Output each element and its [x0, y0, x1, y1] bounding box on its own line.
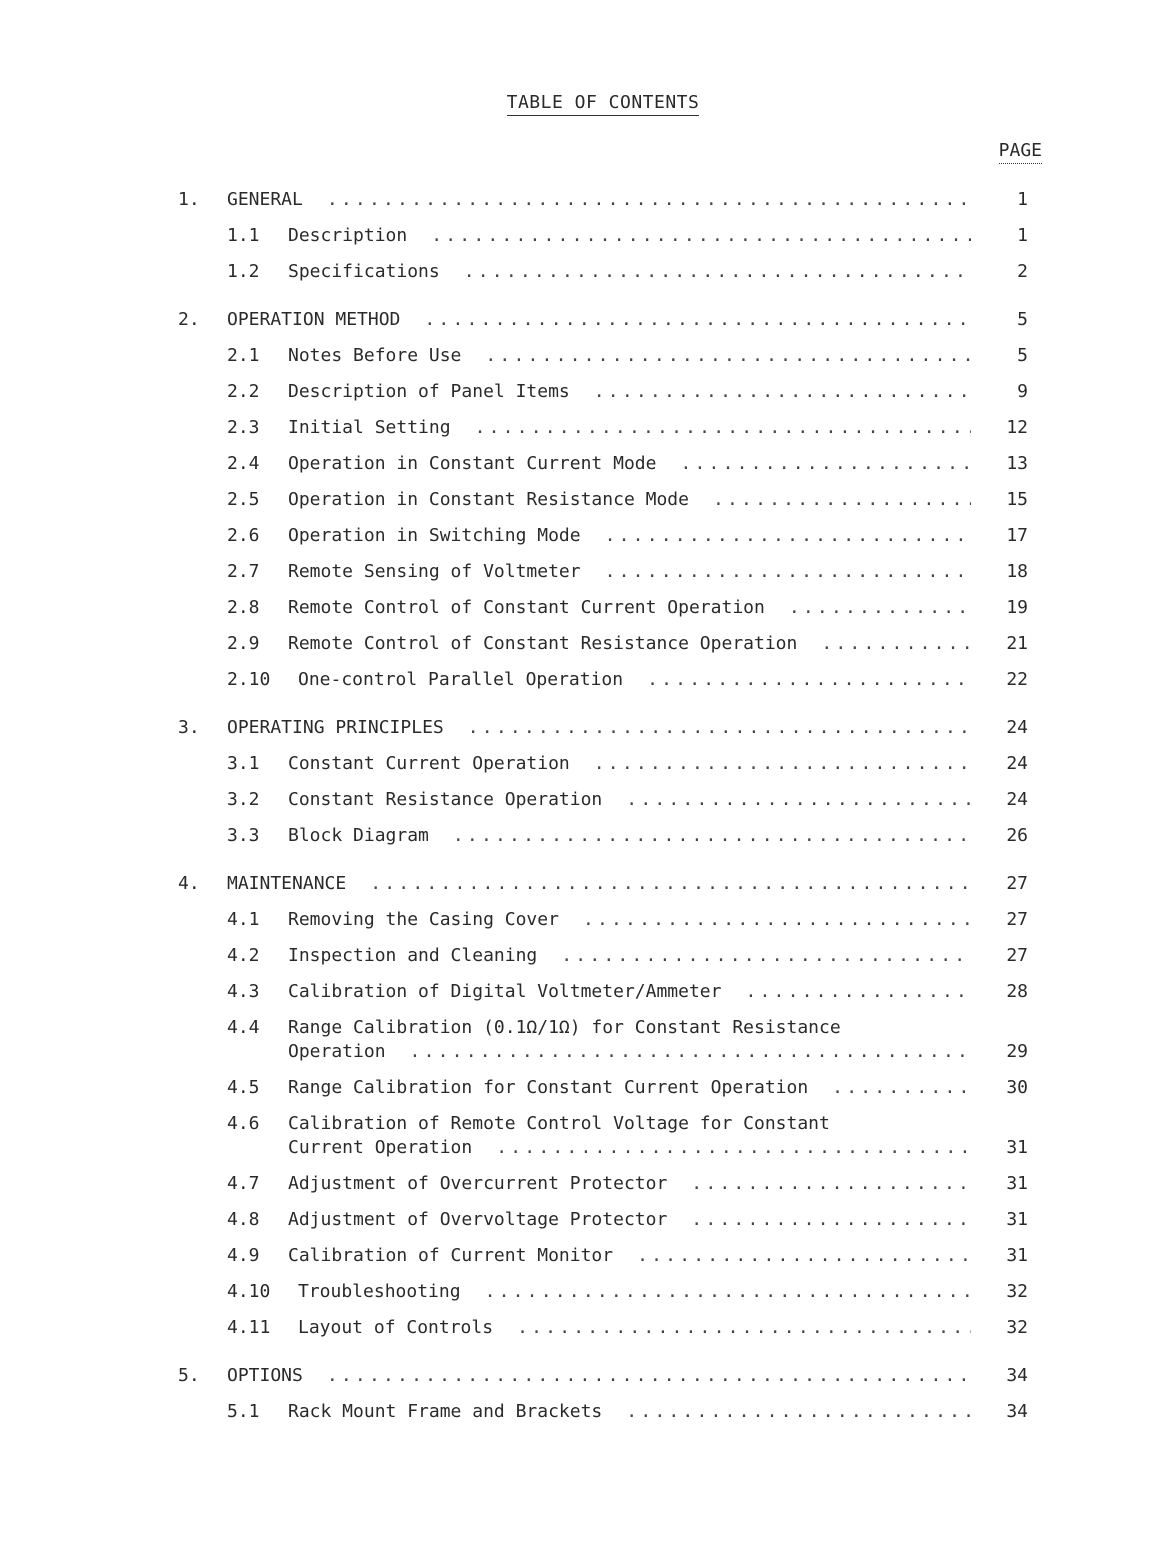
- toc-subsection-entry: [0, 902, 1176, 938]
- toc-section: [0, 710, 1176, 854]
- toc-subsection-number: 2.3: [227, 417, 260, 438]
- dot-leader: [431, 218, 971, 254]
- toc-subsection-title: Inspection and Cleaning: [288, 945, 538, 966]
- toc-subsection-title: Remote Control of Constant Current Operation: [288, 597, 765, 618]
- toc-subsection-entry: [0, 938, 1176, 974]
- toc-subsection-entry: [0, 1310, 1176, 1346]
- page-title: [0, 92, 1176, 113]
- toc-subsection-entry: [0, 1070, 1176, 1106]
- toc-subsection-number: 2.2: [227, 381, 260, 402]
- toc-subsection-number: 4.3: [227, 981, 260, 1002]
- dot-leader: [691, 1166, 971, 1202]
- toc-section-heading: [0, 182, 1176, 218]
- toc-entry-line: [227, 182, 971, 218]
- toc-subsection-title: Layout of Controls: [298, 1317, 494, 1338]
- toc-section-heading: [0, 710, 1176, 746]
- toc-section: [0, 866, 1176, 1346]
- toc-subsection-entry: [0, 626, 1176, 662]
- toc-entry-line: [288, 518, 971, 554]
- dot-leader: [496, 1130, 971, 1166]
- toc-section-heading: [0, 1358, 1176, 1394]
- toc-entry-line: [288, 1130, 971, 1166]
- toc-subsection-title: Notes Before Use: [288, 345, 462, 366]
- toc-subsection-number: 2.4: [227, 453, 260, 474]
- table-of-contents: [0, 182, 1176, 1442]
- dot-leader: [626, 782, 971, 818]
- toc-entry-line: [288, 374, 971, 410]
- toc-subsection-entry: [0, 518, 1176, 554]
- toc-entry-line: [288, 902, 971, 938]
- toc-subsection-number: 4.11: [227, 1317, 271, 1338]
- toc-entry-line: [288, 554, 971, 590]
- toc-entry-line: [288, 446, 971, 482]
- toc-section-title: GENERAL: [227, 189, 303, 210]
- toc-subsection-entry: [0, 590, 1176, 626]
- toc-page-number: 30: [1006, 1077, 1028, 1098]
- toc-subsection-title: Operation: [288, 1041, 386, 1062]
- toc-subsection-title: Operation in Constant Current Mode: [288, 453, 657, 474]
- toc-section-number: 4.: [178, 873, 200, 894]
- toc-subsection-number: 2.10: [227, 669, 271, 690]
- toc-section-number: 2.: [178, 309, 200, 330]
- toc-subsection-entry: [0, 1106, 1176, 1166]
- toc-subsection-title: Removing the Casing Cover: [288, 909, 559, 930]
- dot-leader: [561, 938, 971, 974]
- toc-page-number: 32: [1006, 1317, 1028, 1338]
- toc-subsection-number: 5.1: [227, 1401, 260, 1422]
- toc-entry-line: [288, 410, 971, 446]
- dot-leader: [691, 1202, 971, 1238]
- toc-subsection-title: Adjustment of Overvoltage Protector: [288, 1209, 668, 1230]
- toc-subsection-title: Description of Panel Items: [288, 381, 570, 402]
- toc-subsection-number: 4.4: [227, 1017, 260, 1038]
- toc-section-title: OPERATING PRINCIPLES: [227, 717, 444, 738]
- dot-leader: [605, 518, 971, 554]
- toc-subsection-title-line1: Calibration of Remote Control Voltage for Constant: [288, 1113, 830, 1134]
- toc-page-number: 2: [1017, 261, 1028, 282]
- toc-subsection-entry: [0, 1238, 1176, 1274]
- toc-section-number: 5.: [178, 1365, 200, 1386]
- toc-subsection-entry: [0, 1166, 1176, 1202]
- toc-page-number: 5: [1017, 345, 1028, 366]
- page-column-header: [999, 140, 1042, 161]
- dot-leader: [680, 446, 971, 482]
- toc-subsection-number: 4.9: [227, 1245, 260, 1266]
- toc-subsection-entry: [0, 446, 1176, 482]
- toc-page-number: 9: [1017, 381, 1028, 402]
- toc-page-number: 31: [1006, 1173, 1028, 1194]
- dot-leader: [424, 302, 971, 338]
- toc-page-number: 13: [1006, 453, 1028, 474]
- toc-page-number: 12: [1006, 417, 1028, 438]
- toc-entry-line: [298, 1274, 971, 1310]
- toc-subsection-entry: [0, 782, 1176, 818]
- toc-entry-line: [298, 662, 971, 698]
- dot-leader: [485, 1274, 971, 1310]
- toc-page-number: 22: [1006, 669, 1028, 690]
- toc-subsection-title: Block Diagram: [288, 825, 429, 846]
- toc-entry-line: [288, 338, 971, 374]
- toc-subsection-number: 1.2: [227, 261, 260, 282]
- toc-subsection-title: Description: [288, 225, 408, 246]
- toc-entry-line: [288, 218, 971, 254]
- toc-section-number: 1.: [178, 189, 200, 210]
- dot-leader: [475, 410, 971, 446]
- page-title-text: TABLE OF CONTENTS: [507, 92, 700, 116]
- toc-entry-line: [288, 1034, 971, 1070]
- toc-section: [0, 302, 1176, 698]
- toc-subsection-number: 2.7: [227, 561, 260, 582]
- toc-page-number: 15: [1006, 489, 1028, 510]
- toc-subsection-title: Range Calibration for Constant Current Operation: [288, 1077, 809, 1098]
- toc-subsection-entry: [0, 482, 1176, 518]
- toc-subsection-number: 3.3: [227, 825, 260, 846]
- toc-page-number: 27: [1006, 873, 1028, 894]
- toc-entry-line: [288, 938, 971, 974]
- toc-subsection-entry: [0, 254, 1176, 290]
- dot-leader: [832, 1070, 971, 1106]
- toc-subsection-title: Remote Control of Constant Resistance Operation: [288, 633, 798, 654]
- toc-subsection-entry: [0, 1202, 1176, 1238]
- toc-subsection-entry: [0, 1010, 1176, 1070]
- toc-subsection-number: 2.9: [227, 633, 260, 654]
- toc-subsection-number: 2.8: [227, 597, 260, 618]
- toc-page-number: 29: [1006, 1041, 1028, 1062]
- toc-page-number: 24: [1006, 717, 1028, 738]
- page-column-header-text: PAGE: [999, 140, 1042, 164]
- dot-leader: [485, 338, 971, 374]
- dot-leader: [517, 1310, 971, 1346]
- toc-subsection-title: Operation in Switching Mode: [288, 525, 581, 546]
- toc-subsection-entry: [0, 374, 1176, 410]
- toc-subsection-number: 4.7: [227, 1173, 260, 1194]
- toc-subsection-title: Current Operation: [288, 1137, 473, 1158]
- toc-subsection-number: 4.1: [227, 909, 260, 930]
- toc-page-number: 18: [1006, 561, 1028, 582]
- toc-entry-line: [288, 1070, 971, 1106]
- toc-page-number: 31: [1006, 1209, 1028, 1230]
- toc-page-number: 24: [1006, 789, 1028, 810]
- toc-subsection-entry: [0, 662, 1176, 698]
- toc-subsection-entry: [0, 218, 1176, 254]
- dot-leader: [637, 1238, 971, 1274]
- toc-page-number: 1: [1017, 189, 1028, 210]
- toc-subsection-number: 2.6: [227, 525, 260, 546]
- toc-subsection-number: 4.5: [227, 1077, 260, 1098]
- toc-section: [0, 182, 1176, 290]
- toc-subsection-title: Initial Setting: [288, 417, 451, 438]
- toc-subsection-title: Calibration of Current Monitor: [288, 1245, 614, 1266]
- toc-subsection-entry: [0, 1394, 1176, 1430]
- toc-entry-line: [288, 818, 971, 854]
- toc-entry-line: [298, 1310, 971, 1346]
- toc-section: [0, 1358, 1176, 1430]
- toc-page-number: 1: [1017, 225, 1028, 246]
- toc-entry-line: [288, 254, 971, 290]
- toc-section-title: MAINTENANCE: [227, 873, 347, 894]
- dot-leader: [594, 374, 971, 410]
- dot-leader: [626, 1394, 971, 1430]
- toc-page-number: 34: [1006, 1401, 1028, 1422]
- toc-entry-line: [288, 782, 971, 818]
- toc-subsection-number: 4.2: [227, 945, 260, 966]
- toc-section-heading: [0, 302, 1176, 338]
- toc-subsection-title: Constant Resistance Operation: [288, 789, 603, 810]
- toc-entry-line: [288, 482, 971, 518]
- toc-subsection-entry: [0, 338, 1176, 374]
- toc-subsection-title: Calibration of Digital Voltmeter/Ammeter: [288, 981, 722, 1002]
- dot-leader: [468, 710, 971, 746]
- toc-subsection-title: One-control Parallel Operation: [298, 669, 624, 690]
- toc-page-number: 26: [1006, 825, 1028, 846]
- toc-page-number: 27: [1006, 945, 1028, 966]
- toc-entry-line: [227, 866, 971, 902]
- dot-leader: [464, 254, 971, 290]
- toc-entry-line: [227, 710, 971, 746]
- dot-leader: [583, 902, 971, 938]
- dot-leader: [327, 1358, 971, 1394]
- toc-subsection-title: Operation in Constant Resistance Mode: [288, 489, 689, 510]
- toc-subsection-number: 2.1: [227, 345, 260, 366]
- toc-subsection-title: Adjustment of Overcurrent Protector: [288, 1173, 668, 1194]
- toc-subsection-title-line1: Range Calibration (0.1Ω/1Ω) for Constant Resistance: [288, 1017, 841, 1038]
- toc-subsection-title: Specifications: [288, 261, 440, 282]
- toc-subsection-entry: [0, 410, 1176, 446]
- dot-leader: [713, 482, 971, 518]
- dot-leader: [605, 554, 971, 590]
- dot-leader: [821, 626, 971, 662]
- toc-subsection-entry: [0, 1274, 1176, 1310]
- toc-subsection-title: Rack Mount Frame and Brackets: [288, 1401, 603, 1422]
- toc-page-number: 27: [1006, 909, 1028, 930]
- toc-entry-line: [288, 1166, 971, 1202]
- toc-page-number: 21: [1006, 633, 1028, 654]
- toc-page-number: 34: [1006, 1365, 1028, 1386]
- toc-subsection-title: Troubleshooting: [298, 1281, 461, 1302]
- toc-page-number: 28: [1006, 981, 1028, 1002]
- toc-subsection-number: 3.2: [227, 789, 260, 810]
- dot-leader: [370, 866, 971, 902]
- toc-section-heading: [0, 866, 1176, 902]
- toc-section-number: 3.: [178, 717, 200, 738]
- toc-subsection-entry: [0, 974, 1176, 1010]
- toc-page-number: 5: [1017, 309, 1028, 330]
- toc-entry-line: [288, 590, 971, 626]
- dot-leader: [327, 182, 971, 218]
- toc-subsection-number: 1.1: [227, 225, 260, 246]
- toc-page-number: 17: [1006, 525, 1028, 546]
- dot-leader: [745, 974, 971, 1010]
- dot-leader: [410, 1034, 971, 1070]
- dot-leader: [453, 818, 971, 854]
- toc-entry-line: [227, 302, 971, 338]
- toc-page-number: 32: [1006, 1281, 1028, 1302]
- toc-entry-line: [288, 1238, 971, 1274]
- dot-leader: [647, 662, 971, 698]
- toc-section-title: OPTIONS: [227, 1365, 303, 1386]
- toc-subsection-entry: [0, 818, 1176, 854]
- toc-section-title: OPERATION METHOD: [227, 309, 401, 330]
- toc-entry-line: [288, 1202, 971, 1238]
- toc-page-number: 31: [1006, 1137, 1028, 1158]
- toc-subsection-number: 3.1: [227, 753, 260, 774]
- dot-leader: [594, 746, 971, 782]
- toc-subsection-title: Remote Sensing of Voltmeter: [288, 561, 581, 582]
- toc-subsection-entry: [0, 746, 1176, 782]
- toc-subsection-number: 4.8: [227, 1209, 260, 1230]
- toc-subsection-number: 4.6: [227, 1113, 260, 1134]
- toc-entry-line: [227, 1358, 971, 1394]
- toc-subsection-title: Constant Current Operation: [288, 753, 570, 774]
- toc-entry-line: [288, 1394, 971, 1430]
- toc-page-number: 19: [1006, 597, 1028, 618]
- toc-entry-line: [288, 746, 971, 782]
- toc-entry-line: [288, 626, 971, 662]
- toc-subsection-number: 4.10: [227, 1281, 271, 1302]
- toc-page-number: 24: [1006, 753, 1028, 774]
- toc-page-number: 31: [1006, 1245, 1028, 1266]
- toc-subsection-number: 2.5: [227, 489, 260, 510]
- toc-entry-line: [288, 974, 971, 1010]
- toc-subsection-entry: [0, 554, 1176, 590]
- dot-leader: [789, 590, 971, 626]
